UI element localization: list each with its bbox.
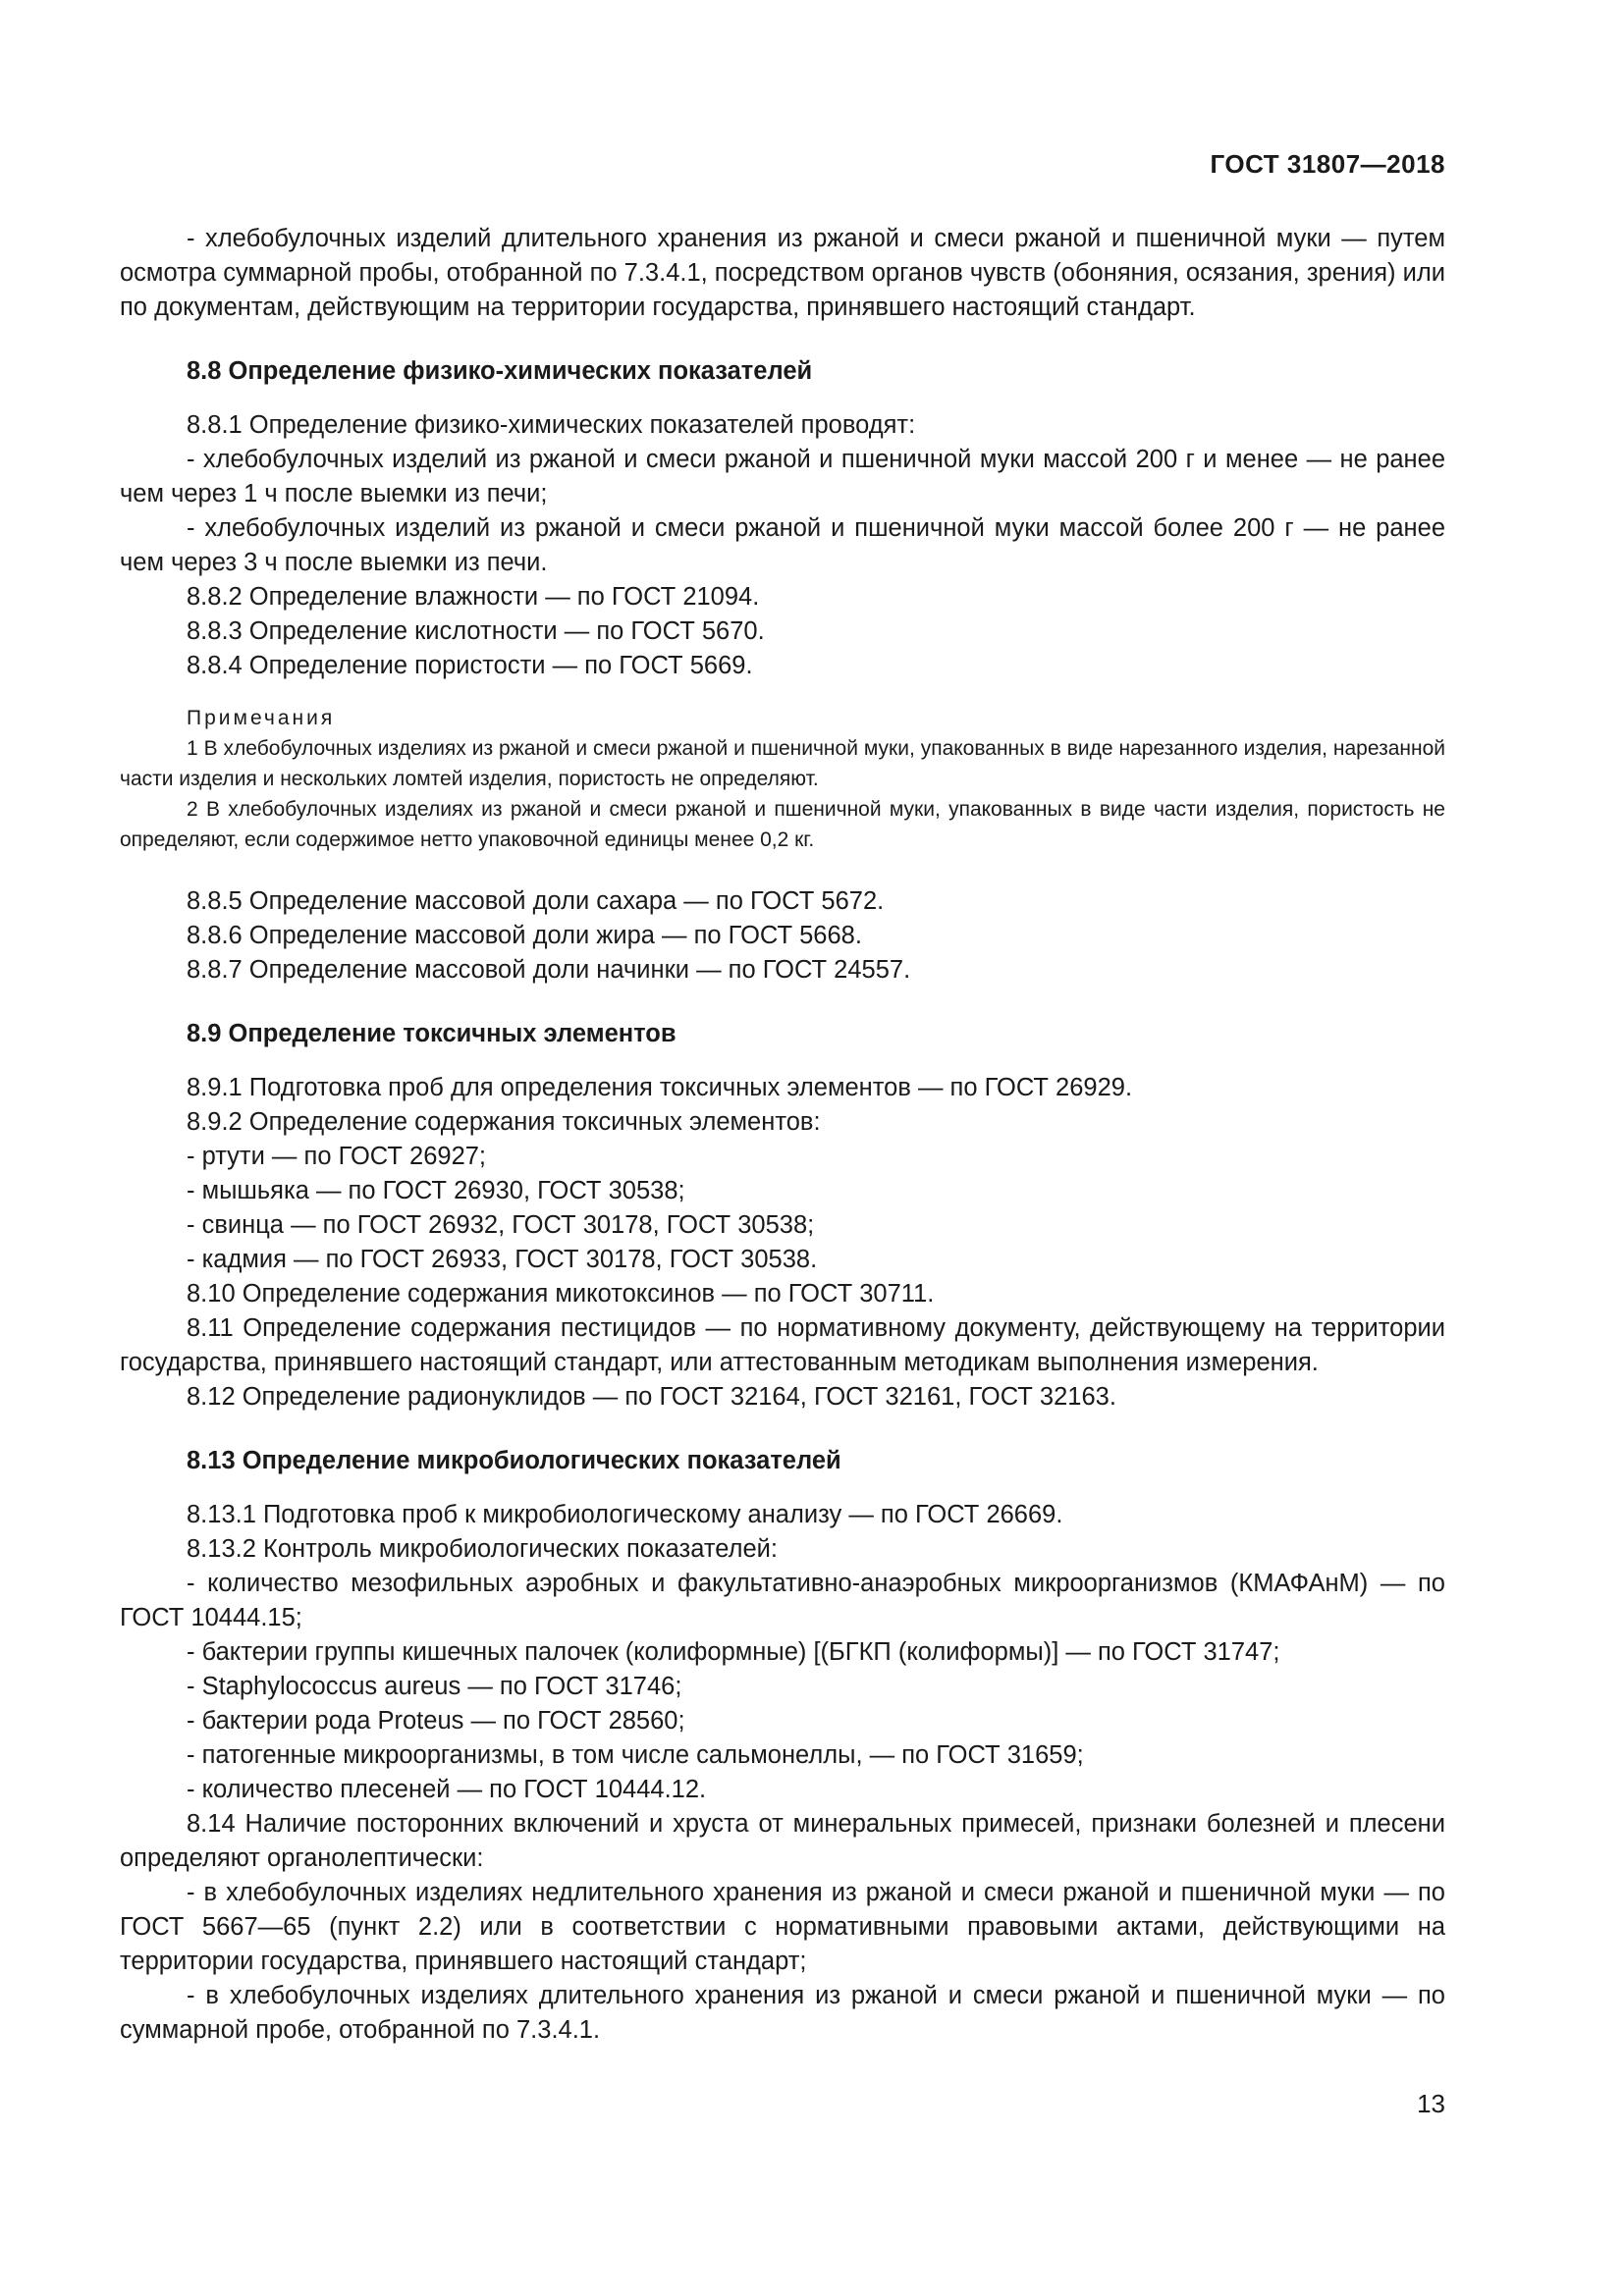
page-number: 13 [1417,2089,1445,2118]
paragraph: 8.13.1 Подготовка проб к микробиологическому анализу — по ГОСТ 26669. [187,1501,1063,1528]
list-item: - хлебобулочных изделий из ржаной и смеси ржаной и пшеничной муки массой 200 г и менее — не ранее чем через 1 ч после выемки из печи; [120,446,1445,507]
paragraph: 8.8.3 Определение кислотности — по ГОСТ 5670. [187,617,765,645]
list-item: - хлебобулочных изделий из ржаной и смеси ржаной и пшеничной муки массой более 200 г — не ранее чем через 3 ч после выемки из печи. [120,514,1445,576]
list-item: - бактерии рода Proteus — по ГОСТ 28560; [187,1707,685,1735]
list-item: - в хлебобулочных изделиях недлительного хранения из ржаной и смеси ржаной и пшеничной муки — по ГОСТ 5667—65 (пункт 2.2) или в соответствии с нормативными правовыми актами, действующими на территории государства, принявшего настоящий стандарт; [120,1879,1445,1975]
list-item: - патогенные микроорганизмы, в том числе сальмонеллы, — по ГОСТ 31659; [187,1741,1084,1769]
paragraph: 8.12 Определение радионуклидов — по ГОСТ 32164, ГОСТ 32161, ГОСТ 32163. [187,1383,1116,1411]
paragraph: 8.8.7 Определение массовой доли начинки — по ГОСТ 24557. [187,956,911,984]
notes-title: Примечания [187,707,336,729]
notes-block [120,703,1445,855]
paragraph: 8.8.1 Определение физико-химических показателей проводят: [187,411,916,439]
section-heading-8-9: 8.9 Определение токсичных элементов [187,1020,677,1047]
list-item: - хлебобулочных изделий длительного хранения из ржаной и смеси ржаной и пшеничной муки — путем осмотра суммарной пробы, отобранной по 7.3.4.1, посредством органов чувств (обоняния, осязания, зрения) или по документам, действующим на территории государства, принявшего настоящий стандарт. [120,225,1445,321]
list-item: - мышьяка — по ГОСТ 26930, ГОСТ 30538; [187,1177,685,1204]
note-item: 2 В хлебобулочных изделиях из ржаной и смеси ржаной и пшеничной муки, упакованных в виде части изделия, пористость не определяют, если содержимое нетто упаковочной единицы менее 0,2 кг. [120,798,1445,851]
document-header: ГОСТ 31807—2018 [1210,149,1445,179]
section-heading-8-8: 8.8 Определение физико-химических показателей [187,357,813,385]
paragraph: 8.10 Определение содержания микотоксинов — по ГОСТ 30711. [187,1280,935,1308]
paragraph: 8.8.6 Определение массовой доли жира — по ГОСТ 5668. [187,922,862,949]
list-item: - количество плесеней — по ГОСТ 10444.12. [187,1776,707,1803]
paragraph: 8.8.4 Определение пористости — по ГОСТ 5669. [187,652,753,679]
list-item: - свинца — по ГОСТ 26932, ГОСТ 30178, ГОСТ 30538; [187,1211,815,1239]
list-item: - бактерии группы кишечных палочек (колиформные) [(БГКП (колиформы)] — по ГОСТ 31747; [187,1638,1280,1666]
list-item: - Staphylococcus aureus — по ГОСТ 31746; [187,1673,682,1700]
paragraph: 8.11 Определение содержания пестицидов — по нормативному документу, действующему на территории государства, принявшего настоящий стандарт, или аттестованным методикам выполнения измерения. [120,1314,1445,1376]
list-item: - количество мезофильных аэробных и факультативно-анаэробных микроорганизмов (КМАФАнМ) — по ГОСТ 10444.15; [120,1570,1445,1631]
list-item: - кадмия — по ГОСТ 26933, ГОСТ 30178, ГОСТ 30538. [187,1246,818,1273]
paragraph: 8.8.2 Определение влажности — по ГОСТ 21094. [187,583,760,611]
paragraph: 8.8.5 Определение массовой доли сахара — по ГОСТ 5672. [187,887,885,915]
note-item: 1 В хлебобулочных изделиях из ржаной и смеси ржаной и пшеничной муки, упакованных в виде нарезанного изделия, нарезанной части изделия и нескольких ломтей изделия, пористость не определяют. [120,737,1445,790]
section-heading-8-13: 8.13 Определение микробиологических показателей [187,1447,841,1474]
paragraph: 8.13.2 Контроль микробиологических показателей: [187,1535,778,1563]
paragraph: 8.9.2 Определение содержания токсичных элементов: [187,1108,821,1136]
list-item: - в хлебобулочных изделиях длительного хранения из ржаной и смеси ржаной и пшеничной муки — по суммарной пробе, отобранной по 7.3.4.1. [120,1982,1445,2044]
paragraph: 8.9.1 Подготовка проб для определения токсичных элементов — по ГОСТ 26929. [187,1074,1133,1101]
list-item: - ртути — по ГОСТ 26927; [187,1143,487,1170]
paragraph: 8.14 Наличие посторонних включений и хруста от минеральных примесей, признаки болезней и плесени определяют органолептически: [120,1810,1445,1872]
document-body [120,222,1445,2048]
